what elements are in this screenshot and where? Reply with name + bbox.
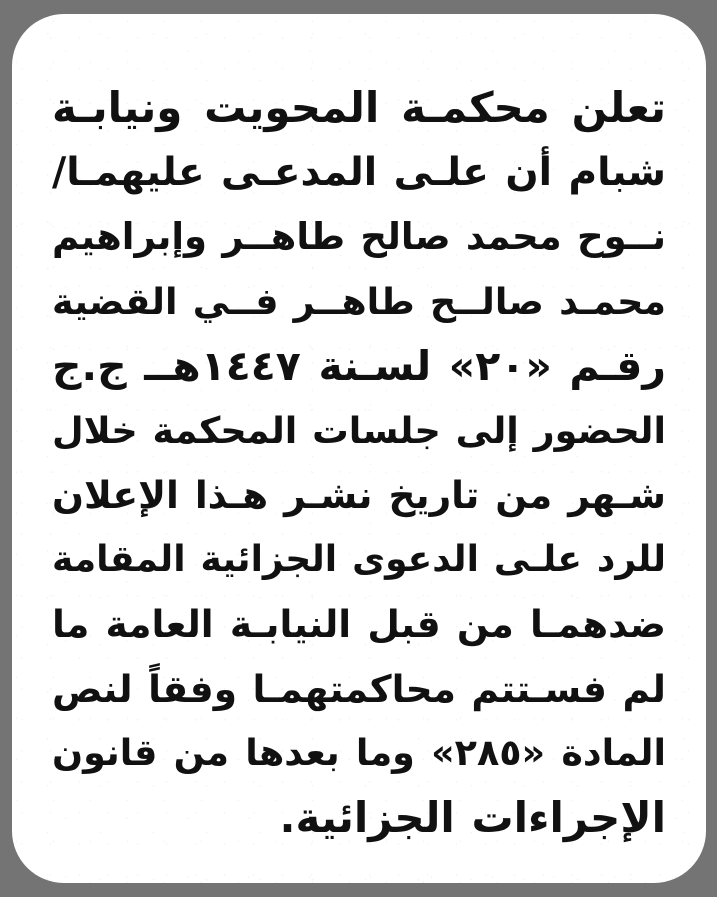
- notice-line: رقـم «٢٠» لسـنة ١٤٤٧هــ ج.ج: [52, 342, 667, 390]
- notice-line: نــوح محمد صالح طاهــر وإبراهيم: [52, 215, 666, 258]
- notice-line: شـهر من تاريخ نشـر هـذا الإعلان: [52, 473, 666, 517]
- court-notice-card: [12, 14, 706, 883]
- notice-line: محمـد صالــح طاهــر فــي القضية: [52, 279, 666, 323]
- notice-line: الحضور إلى جلسات المحكمة خلال: [52, 408, 666, 452]
- notice-line: تعلن محكمـة المحويت ونيابـة: [52, 83, 666, 132]
- notice-line: شبام أن علـى المدعـى عليهمـا/: [52, 149, 666, 195]
- notice-line: لم فسـتتم محاكمتهمـا وفقاً لنص: [52, 666, 666, 711]
- notice-line: ضدهمـا من قبل النيابـة العامة ما: [52, 602, 666, 646]
- notice-line: للرد علـى الدعوى الجزائية المقامة: [52, 538, 666, 580]
- notice-text-block: [52, 76, 666, 850]
- notice-line-last: الإجراءات الجزائية.: [279, 792, 666, 842]
- notice-line: المادة «٢٨٥» وما بعدها من قانون: [52, 731, 666, 774]
